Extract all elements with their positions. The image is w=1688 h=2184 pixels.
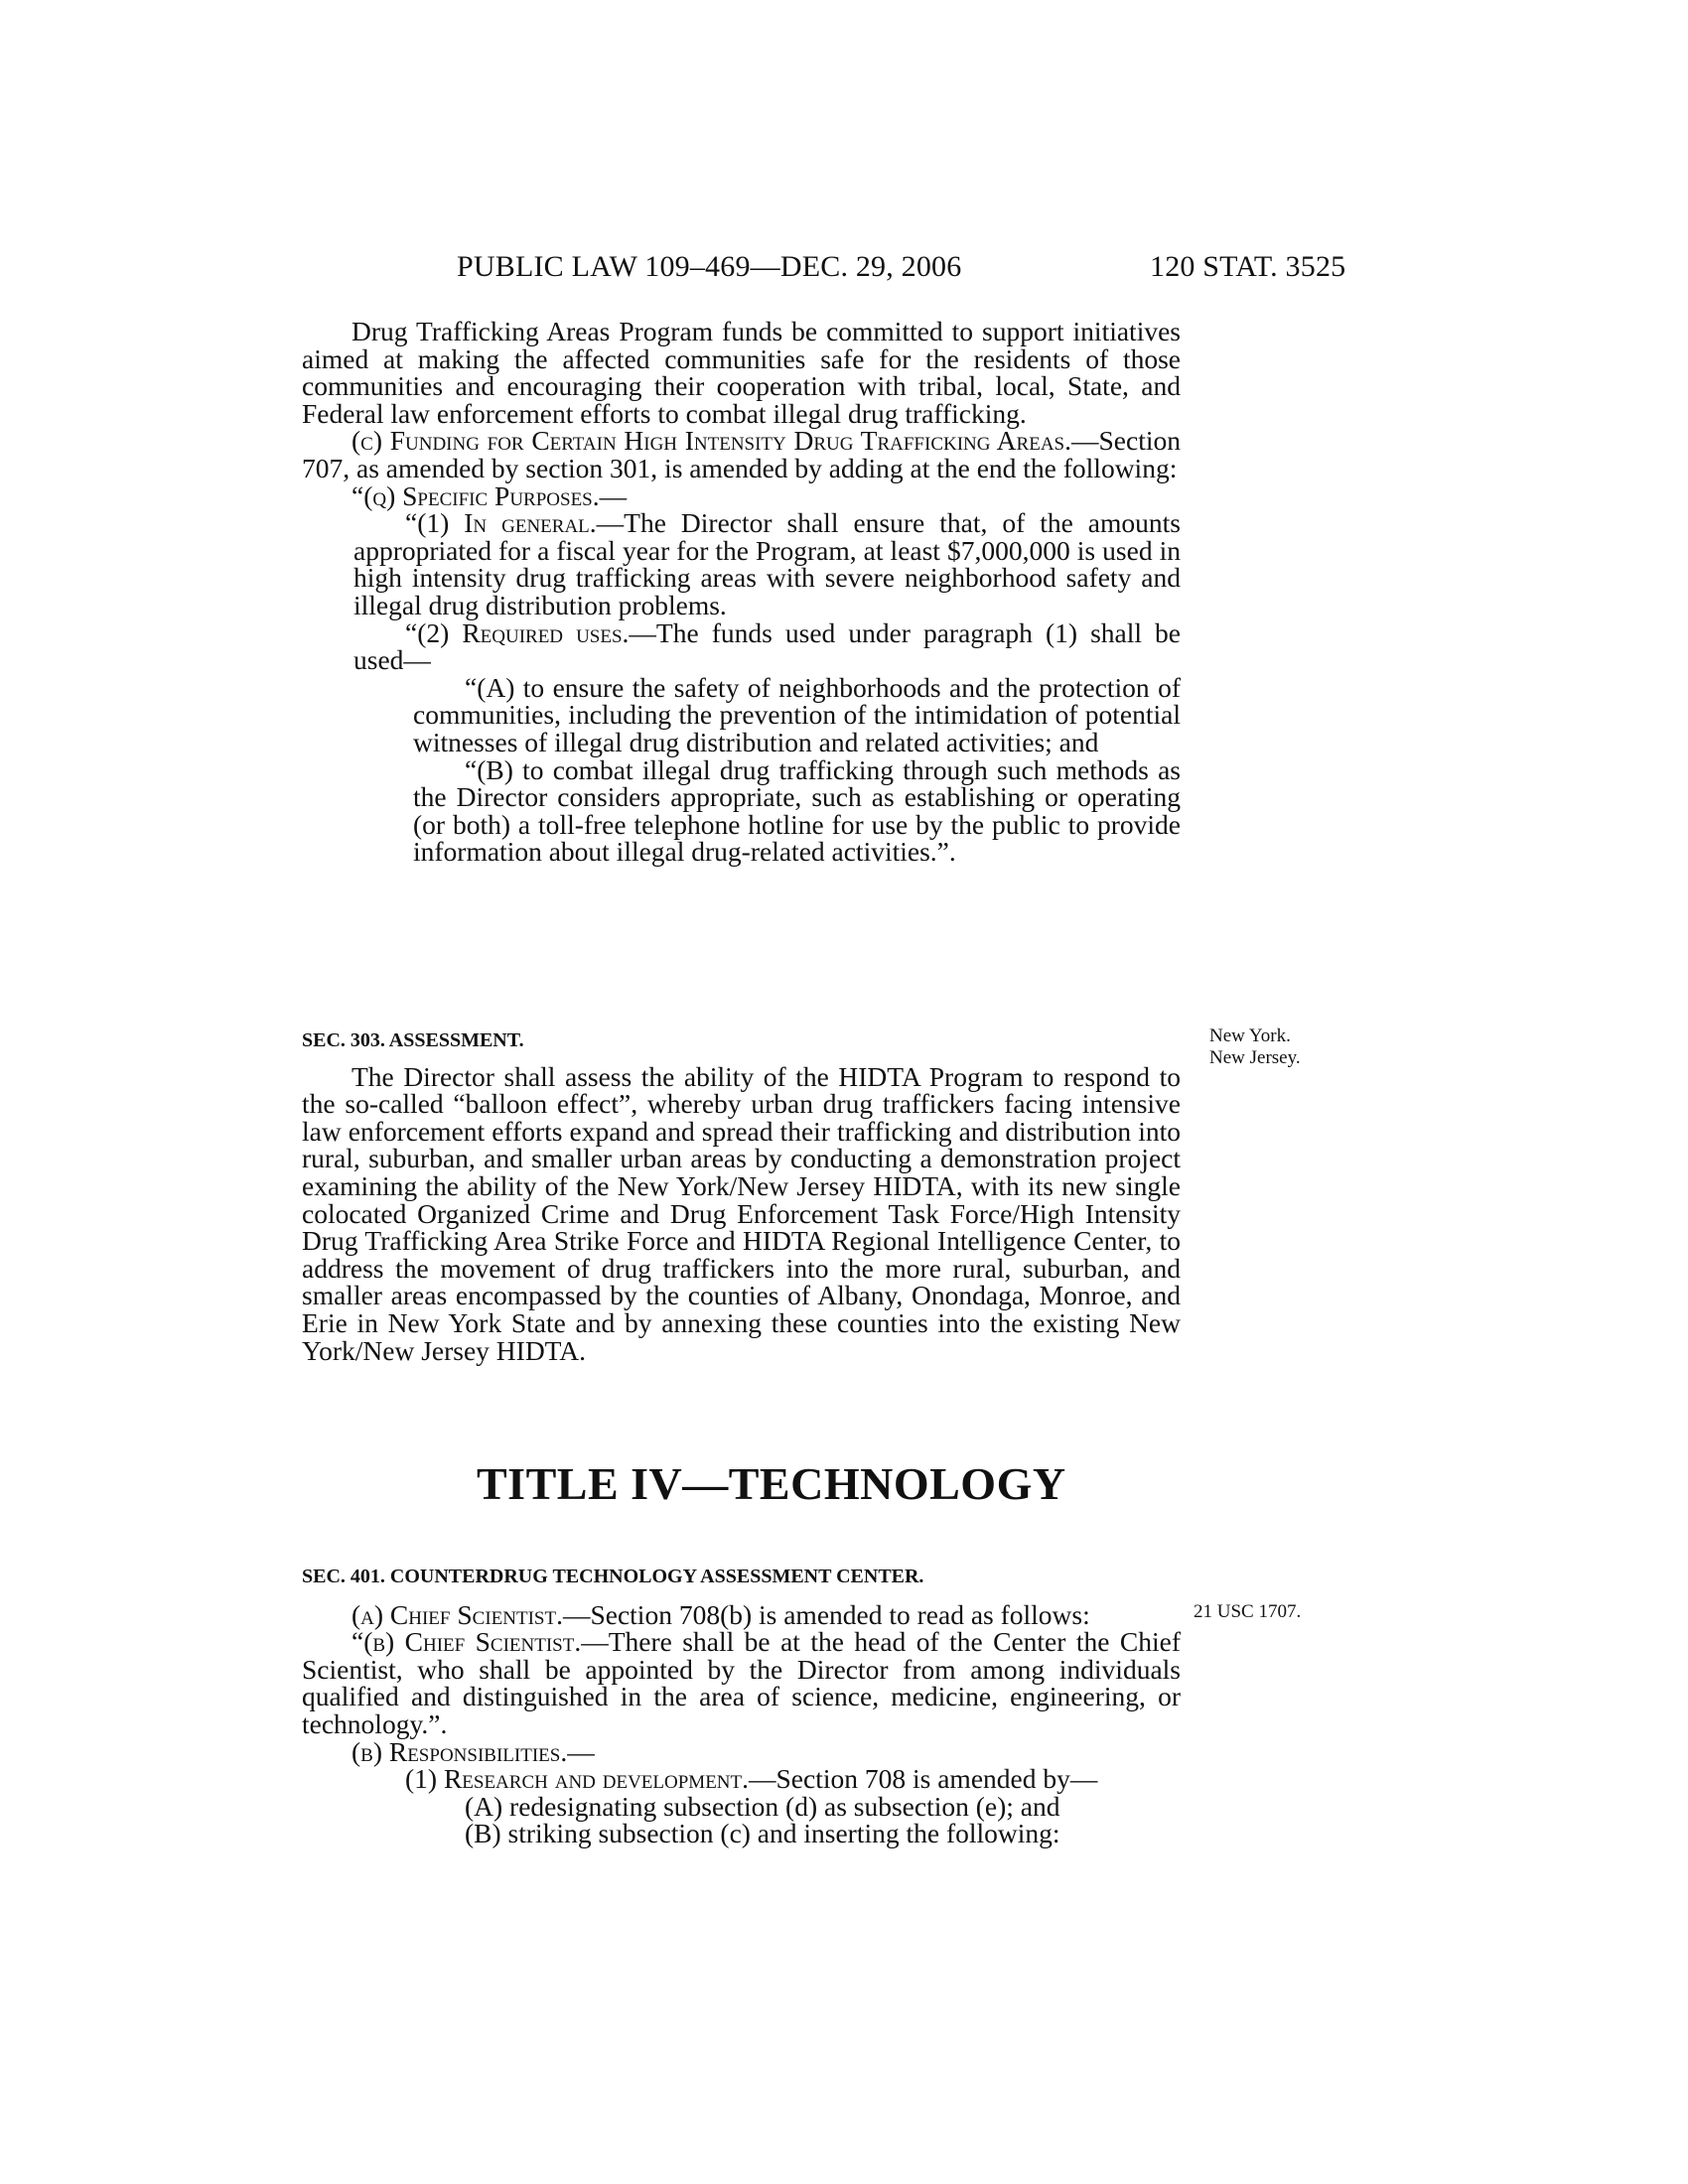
paragraph-text: —The Director shall ensure that, of the amounts appropriated for a fiscal year for the Program, at least $7,000,000 is used in high intensity drug trafficking areas with severe neighborhood safety and illegal drug distribution problems. xyxy=(353,507,1181,620)
subparagraph-B: “(B) to combat illegal drug trafficking through such methods as the Director considers appropriate, such as establishing or operating (or both) a toll-free telephone hotline for use by the public to provide information about illegal drug-related activities.”. xyxy=(413,753,1181,868)
quoted-paragraph-b xyxy=(302,1628,1181,1737)
margin-note-usc: 21 USC 1707. xyxy=(1194,1601,1302,1622)
paragraph-heading: “(1) In general. xyxy=(405,507,597,539)
subsection-text: —Section 707, as amended by section 301, is amended by adding at the end the following: xyxy=(302,425,1181,483)
paragraph-q1 xyxy=(353,509,1181,618)
title-heading: TITLE IV—TECHNOLOGY xyxy=(477,1458,1066,1509)
paragraph-text: —The funds used under paragraph (1) shall be used— xyxy=(353,616,1182,676)
margin-note-new-york: New York. xyxy=(1209,1025,1291,1046)
section-heading: SEC. 401. COUNTERDRUG TECHNOLOGY ASSESSMENT CENTER. xyxy=(302,1566,924,1587)
subparagraph-A: (A) redesignating subsection (d) as subsection (e); and xyxy=(465,1790,1060,1822)
section-303 xyxy=(302,1027,1181,1364)
subparagraph-A: “(A) to ensure the safety of neighborhoods and the protection of communities, including the prevention of the intimidation of potential witnesses of illegal drug distribution and related activities; and xyxy=(413,671,1181,757)
section-401 xyxy=(302,1564,1181,1847)
subsection-heading: (a) Chief Scientist. xyxy=(352,1598,563,1630)
paragraph-heading: “(2) Required uses. xyxy=(405,616,630,648)
paragraph-heading: (1) Research and development. xyxy=(405,1763,750,1795)
paragraph-a xyxy=(302,1598,1181,1630)
paragraph-text: —Section 708 is amended by— xyxy=(749,1763,1098,1795)
subsection-heading: “(b) Chief Scientist. xyxy=(352,1626,582,1658)
paragraph: Drug Trafficking Areas Program funds be committed to support initiatives aimed at making the affected communities safe for the residents of those communities and encouraging their cooperation with tribal, local, State, and Federal law enforcement efforts to combat illegal drug trafficking. xyxy=(302,316,1181,429)
paragraph-b xyxy=(302,1735,1181,1767)
subsection-heading: (b) Responsibilities.— xyxy=(352,1735,595,1767)
subsection-heading: (c) Funding for Certain High Intensity Drug Trafficking Areas. xyxy=(352,425,1071,457)
paragraph-c xyxy=(302,427,1181,481)
margin-note-new-jersey: New Jersey. xyxy=(1209,1047,1301,1068)
paragraph-q2 xyxy=(353,616,1182,676)
running-header-left: PUBLIC LAW 109–469—DEC. 29, 2006 xyxy=(457,250,962,283)
subparagraph-B: (B) striking subsection (c) and inserting the following: xyxy=(465,1818,1060,1849)
subsection-heading: “(q) Specific Purposes.— xyxy=(352,479,628,511)
section-heading: SEC. 303. ASSESSMENT. xyxy=(302,1029,524,1051)
section-text: The Director shall assess the ability of the HIDTA Program to respond to the so-called “balloon effect”, whereby urban drug traffickers facing intensive law enforcement efforts expand and spread their trafficking and distribution into rural, suburban, and smaller urban areas by conducting a demonstration project examining the ability of the New York/New Jersey HIDTA, with its new single colocated Organized Crime and Drug Enforcement Task Force/High Intensity Drug Trafficking Area Strike Force and HIDTA Regional Intelligence Center, to address the movement of drug traffickers into the more rural, suburban, and smaller areas encompassed by the counties of Albany, Onondaga, Monroe, and Erie in New York State and by annexing these counties into the existing New York/New Jersey HIDTA. xyxy=(302,1060,1181,1366)
subsection-text: —There shall be at the head of the Center the Chief Scientist, who shall be appointed by the Director from among individuals qualified and distinguished in the area of science, medicine, engineering, or technology.”. xyxy=(302,1626,1181,1739)
page-number-header: 120 STAT. 3525 xyxy=(1150,250,1346,283)
paragraph-b1 xyxy=(353,1765,1181,1793)
section-302-continuation xyxy=(302,318,1181,866)
subsection-text: —Section 708(b) is amended to read as follows: xyxy=(562,1598,1090,1630)
paragraph-q xyxy=(302,479,1181,511)
